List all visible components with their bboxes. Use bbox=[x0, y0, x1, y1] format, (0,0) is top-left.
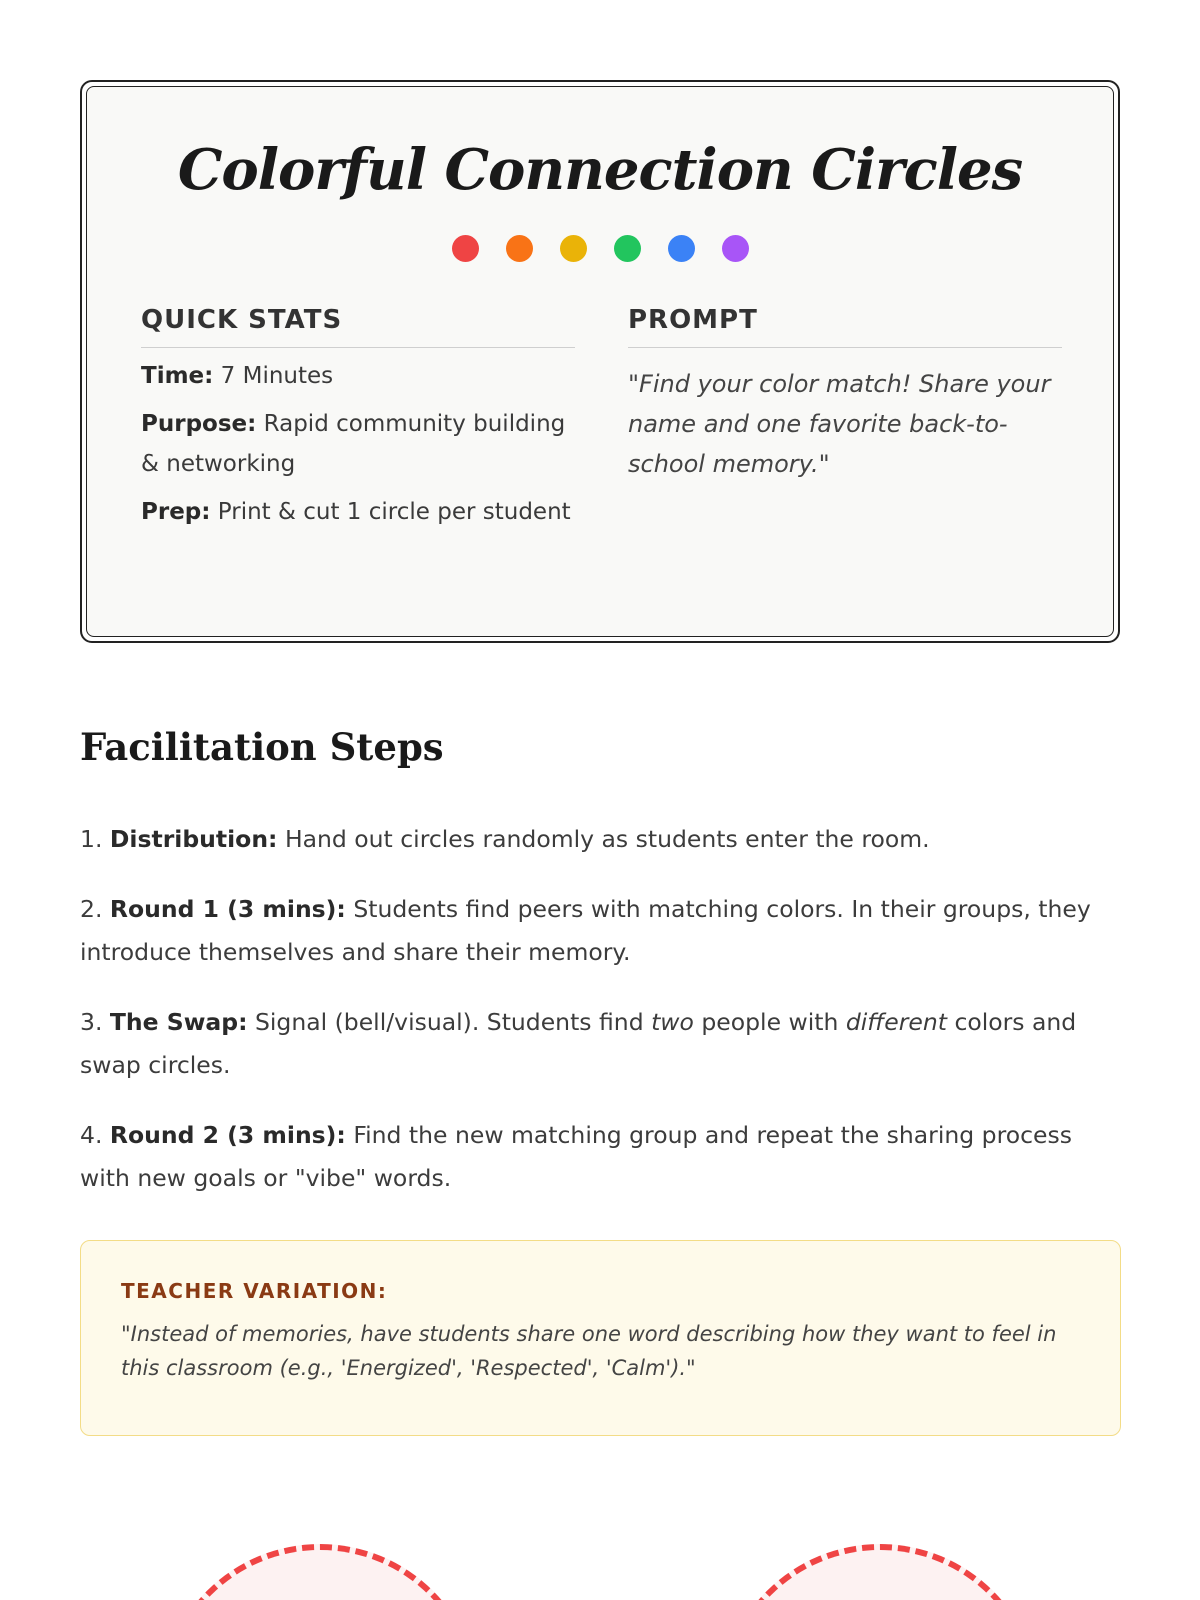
stat-prep bbox=[141, 492, 575, 532]
cutout-circle-right bbox=[720, 1544, 1040, 1600]
step-item bbox=[80, 1114, 1125, 1200]
teacher-variation-box bbox=[80, 1240, 1121, 1436]
step-text: colors and swap circles. bbox=[80, 1008, 1077, 1079]
step-label: Round 1 (3 mins): bbox=[109, 895, 346, 923]
yellow-dot bbox=[560, 235, 587, 262]
step-text: Students find peers with matching colors. In their groups, they introduce themselves and share their memory. bbox=[80, 895, 1091, 966]
activity-card-inner bbox=[86, 86, 1114, 637]
step-text: Hand out circles randomly as students enter the room. bbox=[284, 825, 930, 853]
stat-label: Prep: bbox=[141, 499, 211, 525]
step-number: 3. bbox=[80, 1008, 103, 1036]
step-label: The Swap: bbox=[109, 1008, 248, 1036]
step-number: 1. bbox=[80, 825, 103, 853]
stat-label: Time: bbox=[141, 363, 214, 389]
step-number: 2. bbox=[80, 895, 103, 923]
stat-time bbox=[141, 356, 575, 396]
orange-dot bbox=[506, 235, 533, 262]
stat-value: 7 Minutes bbox=[220, 363, 334, 389]
step-text: Find the new matching group and repeat the sharing process with new goals or "vibe" words. bbox=[80, 1121, 1072, 1192]
green-dot bbox=[614, 235, 641, 262]
variation-text: "Instead of memories, have students share one word describing how they want to feel in this classroom (e.g., 'Energized', 'Respected', 'Calm')." bbox=[121, 1322, 1057, 1380]
step-emphasis: two bbox=[651, 1008, 694, 1036]
step-text: Signal (bell/visual). Students find bbox=[254, 1008, 644, 1036]
variation-label: TEACHER VARIATION: bbox=[121, 1279, 388, 1303]
stat-purpose bbox=[141, 404, 575, 484]
blue-dot bbox=[668, 235, 695, 262]
purple-dot bbox=[722, 235, 749, 262]
step-item bbox=[80, 1001, 1125, 1087]
color-dots bbox=[87, 235, 1113, 262]
step-item bbox=[80, 888, 1125, 974]
red-dot bbox=[452, 235, 479, 262]
step-item bbox=[80, 818, 1125, 861]
step-label: Round 2 (3 mins): bbox=[109, 1121, 346, 1149]
prompt-text: "Find your color match! Share your name and one favorite back-to-school memory." bbox=[628, 370, 1051, 478]
cutout-circle-left bbox=[160, 1544, 480, 1600]
step-label: Distribution: bbox=[109, 825, 278, 853]
facilitation-title: Facilitation Steps bbox=[80, 725, 444, 769]
step-number: 4. bbox=[80, 1121, 103, 1149]
prompt-heading: PROMPT bbox=[628, 305, 1062, 348]
activity-card bbox=[80, 80, 1120, 643]
stat-label: Purpose: bbox=[141, 411, 257, 437]
stat-value: Rapid community building & networking bbox=[141, 411, 566, 477]
prompt-section bbox=[628, 305, 1062, 484]
step-emphasis: different bbox=[845, 1008, 947, 1036]
stat-value: Print & cut 1 circle per student bbox=[217, 499, 571, 525]
step-text: people with bbox=[701, 1008, 839, 1036]
facilitation-steps bbox=[80, 818, 1125, 1227]
quick-stats-heading: QUICK STATS bbox=[141, 305, 575, 348]
quick-stats-section bbox=[141, 305, 575, 532]
page-title: Colorful Connection Circles bbox=[177, 137, 1023, 203]
